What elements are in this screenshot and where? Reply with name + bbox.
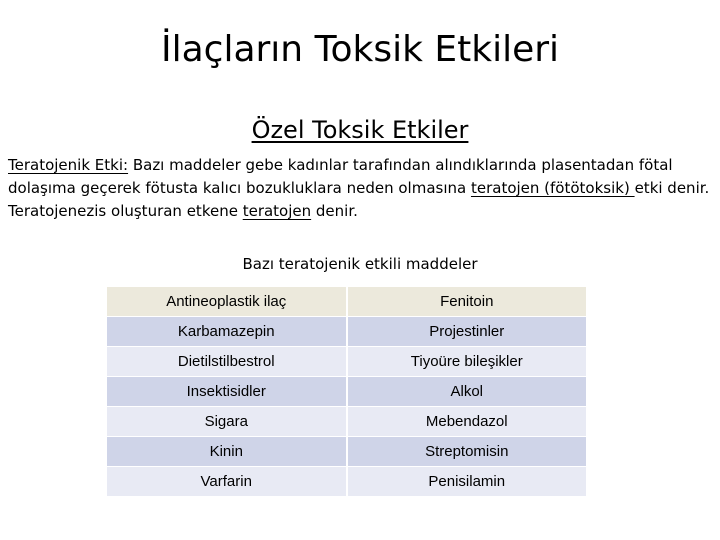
table-row xyxy=(107,287,586,317)
table-cell: Karbamazepin xyxy=(107,317,347,347)
table-caption: Bazı teratojenik etkili maddeler xyxy=(242,255,478,273)
definition-term-teratojen: teratojen xyxy=(242,202,312,220)
definition-term: Teratojenik Etki: xyxy=(8,156,129,174)
table-cell: Alkol xyxy=(347,377,587,407)
teratogenic-substances-table xyxy=(107,287,586,497)
definition-text-2: etki denir. Teratojenezis oluşturan etkene xyxy=(8,179,710,220)
table-cell: Projestinler xyxy=(347,317,587,347)
table-cell: Varfarin xyxy=(107,467,347,497)
table-row xyxy=(107,347,586,377)
table-row xyxy=(107,467,586,497)
table-row xyxy=(107,377,586,407)
table-row xyxy=(107,407,586,437)
definition-paragraph xyxy=(8,154,714,223)
table-cell: Sigara xyxy=(107,407,347,437)
table-row xyxy=(107,317,586,347)
table-row xyxy=(107,437,586,467)
table-cell: Mebendazol xyxy=(347,407,587,437)
definition-text-1: Bazı maddeler gebe kadınlar tarafından alındıklarında plasentadan fötal dolaşıma geçerek fötusta kalıcı bozukluklara neden olmasına xyxy=(8,156,673,197)
page-title: İlaçların Toksik Etkileri xyxy=(160,29,560,70)
table-cell: Antineoplastik ilaç xyxy=(107,287,347,317)
table-cell: Tiyoüre bileşikler xyxy=(347,347,587,377)
table-cell: Penisilamin xyxy=(347,467,587,497)
definition-term-teratojen-fototoksik: teratojen (fötötoksik) xyxy=(470,179,635,197)
table-cell: Streptomisin xyxy=(347,437,587,467)
definition-text-3: denir. xyxy=(311,202,358,220)
table-cell: Insektisidler xyxy=(107,377,347,407)
table-cell: Dietilstilbestrol xyxy=(107,347,347,377)
section-subtitle: Özel Toksik Etkiler xyxy=(251,116,469,144)
table-cell: Fenitoin xyxy=(347,287,587,317)
table-cell: Kinin xyxy=(107,437,347,467)
